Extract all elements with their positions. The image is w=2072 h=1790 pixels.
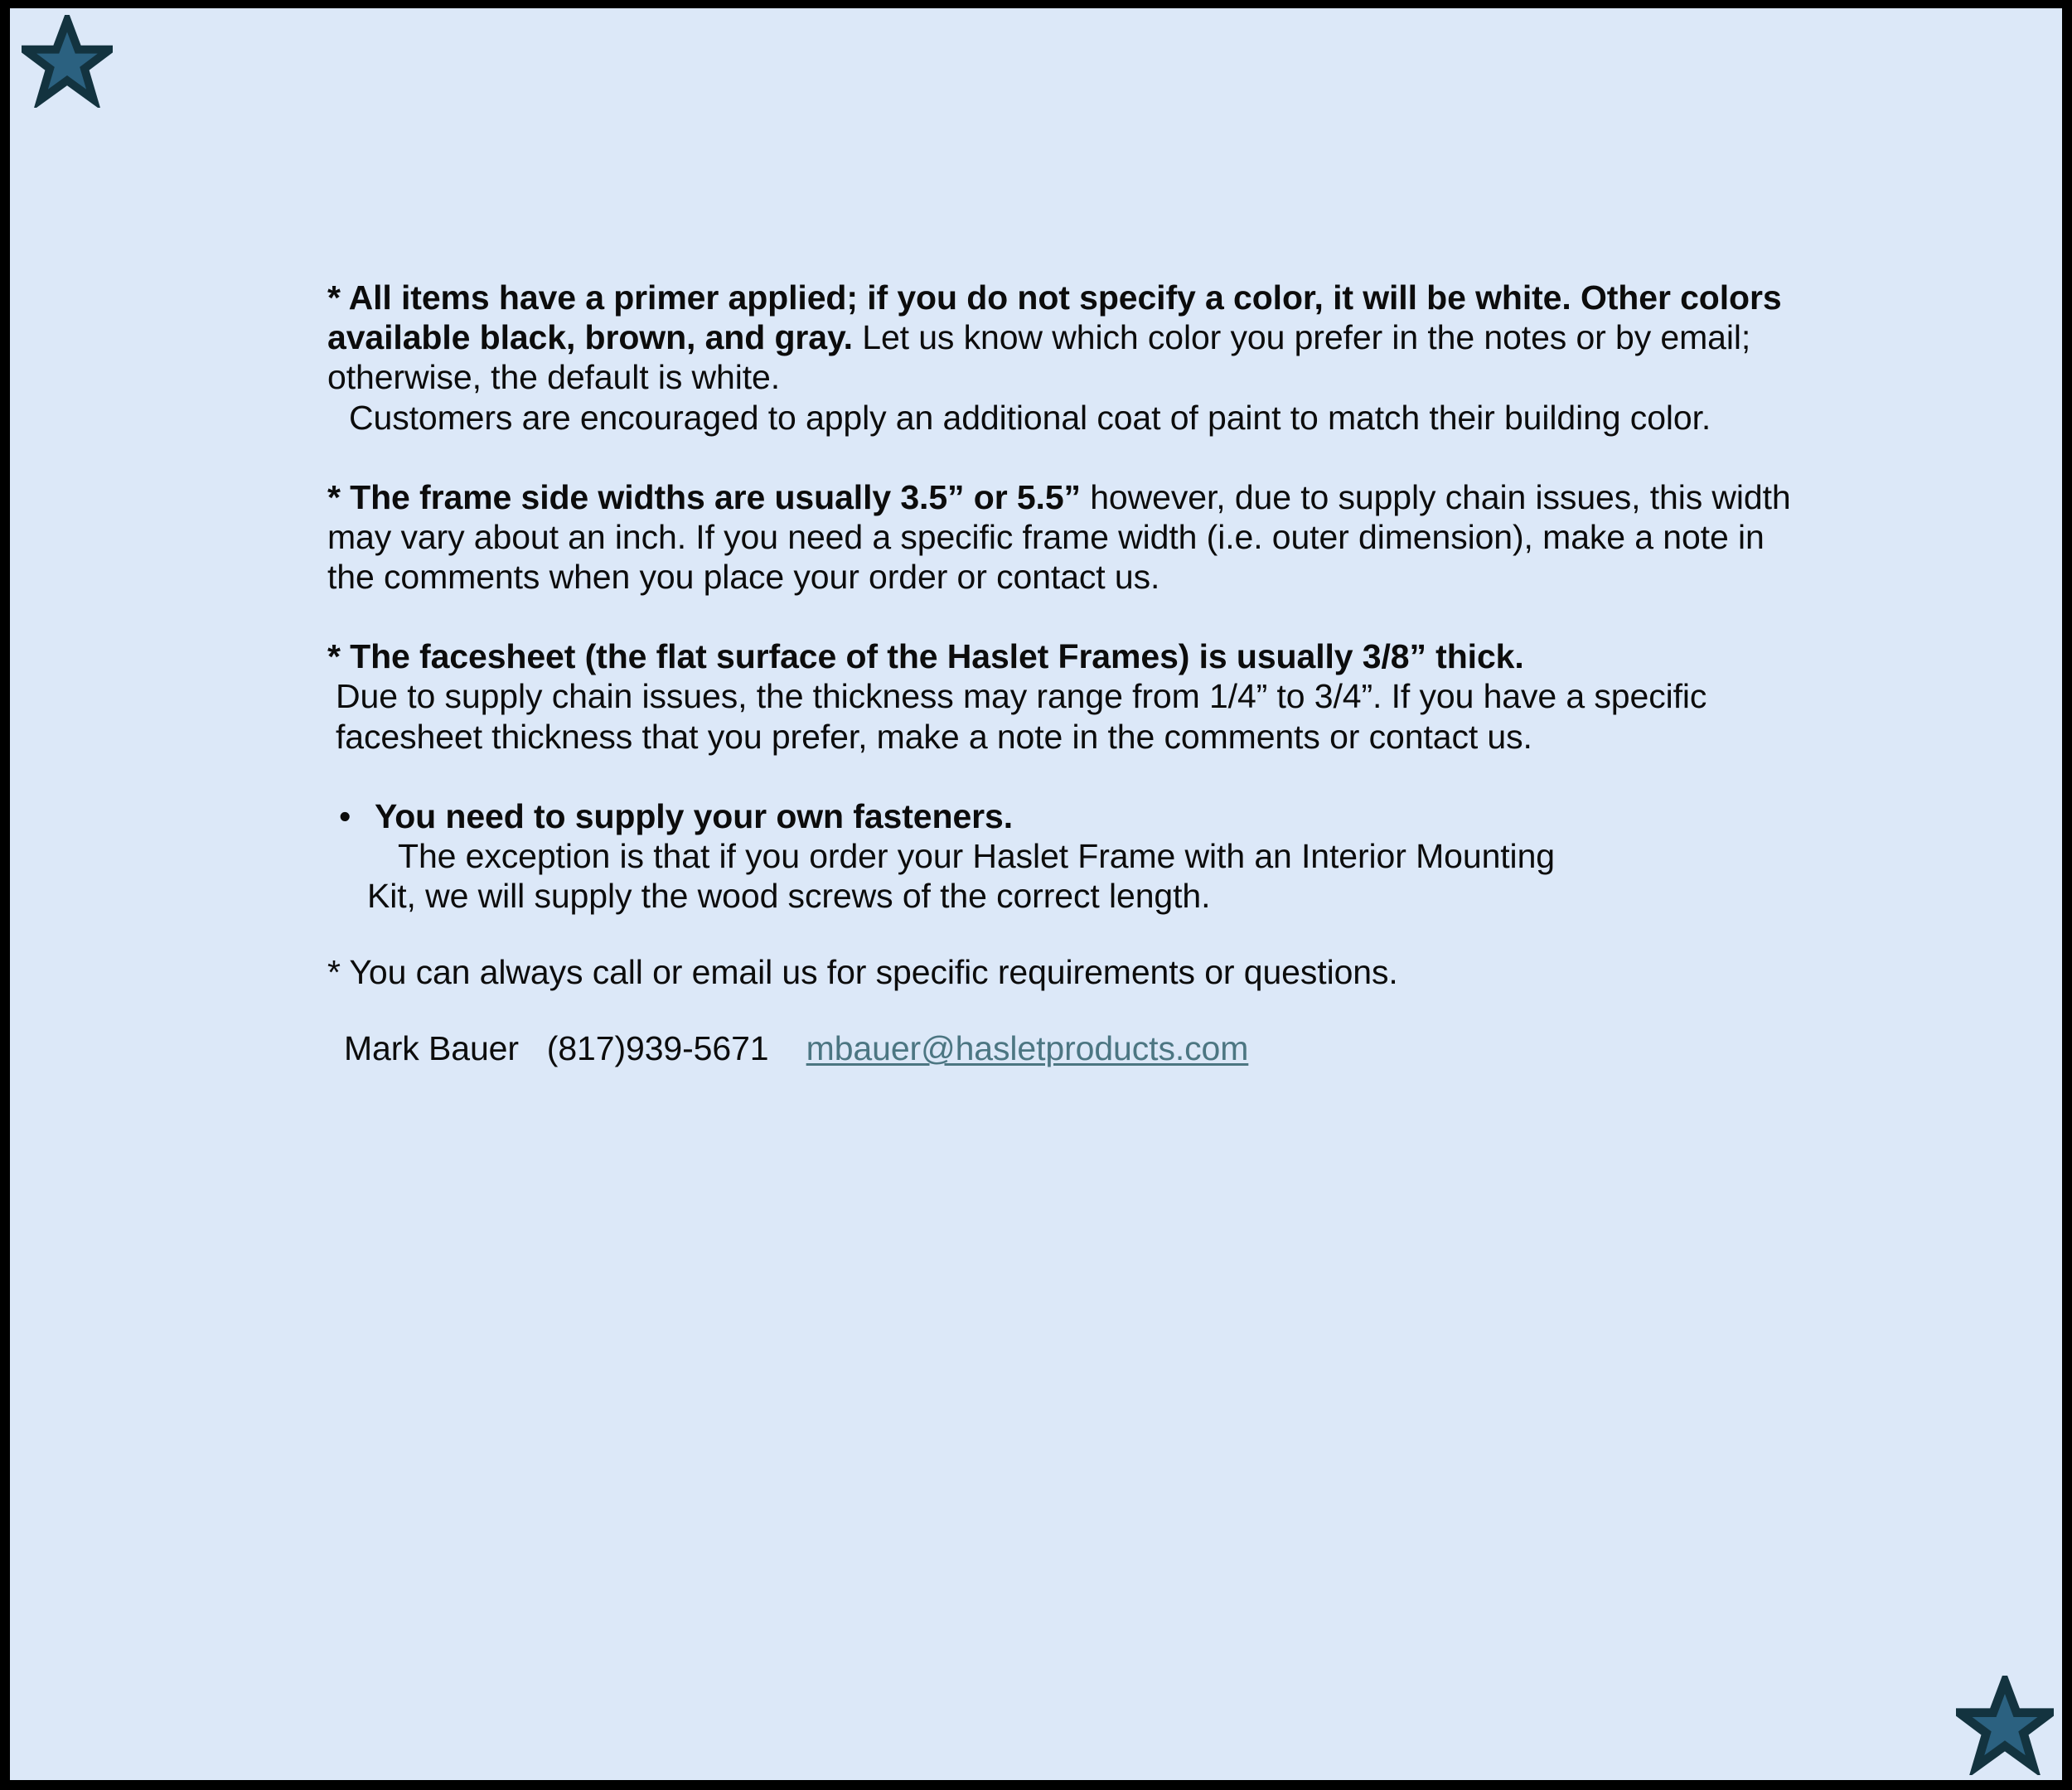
paragraph-fasteners-exception-2: Kit, we will supply the wood screws of the correct length.	[367, 877, 1211, 916]
slide-text-body	[327, 278, 1819, 1069]
primer-bold-lead: * All items have a primer applied; if you do not specify a color, it will be white. Other colors available black, brown, and gray.	[327, 278, 1782, 357]
paragraph-primer-followup: Customers are encouraged to apply an additional coat of paint to match their building color.	[349, 398, 1711, 437]
paragraph-facesheet-heading	[327, 636, 1819, 676]
paragraph-primer	[327, 278, 1819, 398]
frame-width-bold-lead: * The frame side widths are usually 3.5” or 5.5”	[327, 477, 1081, 516]
paragraph-spacer	[327, 597, 1819, 636]
fasteners-bold-lead: You need to supply your own fasteners.	[375, 796, 1013, 835]
frame-width-rest: however, due to supply chain issues, this width may vary about an inch. If you need a specific frame width (i.e. outer dimension), make a note in the comments when you place your order or contact us.	[327, 477, 1791, 597]
contact-name: Mark Bauer	[344, 1029, 519, 1068]
star-icon	[22, 15, 113, 108]
paragraph-frame-width	[327, 477, 1819, 597]
contact-separator	[519, 1029, 547, 1067]
contact-separator	[768, 1029, 806, 1067]
paragraph-spacer	[327, 916, 1819, 952]
star-icon	[1956, 1676, 2054, 1775]
bullet-icon: •	[339, 796, 351, 835]
paragraph-facesheet-body: Due to supply chain issues, the thickness may range from 1/4” to 3/4”. If you have a specific facesheet thickness that you prefer, make a note in the comments or contact us.	[336, 677, 1707, 756]
contact-email-link[interactable]: mbauer@hasletproducts.com	[806, 1029, 1249, 1068]
paragraph-spacer	[327, 992, 1819, 1028]
paragraph-spacer	[327, 757, 1819, 796]
facesheet-bold-lead: * The facesheet (the flat surface of the Haslet Frames) is usually 3/8” thick.	[327, 637, 1524, 676]
primer-rest: Let us know which color you prefer in the notes or by email; otherwise, the default is white.	[327, 318, 1751, 397]
paragraph-fasteners-exception-1: The exception is that if you order your Haslet Frame with an Interior Mounting	[398, 836, 1555, 875]
paragraph-spacer	[327, 438, 1819, 477]
contact-phone: (817)939-5671	[546, 1029, 769, 1068]
list-item-fasteners	[327, 796, 1819, 836]
paragraph-call-us: * You can always call or email us for specific requirements or questions.	[327, 953, 1398, 992]
slide-canvas	[10, 8, 2062, 1780]
contact-line	[327, 1028, 1819, 1068]
